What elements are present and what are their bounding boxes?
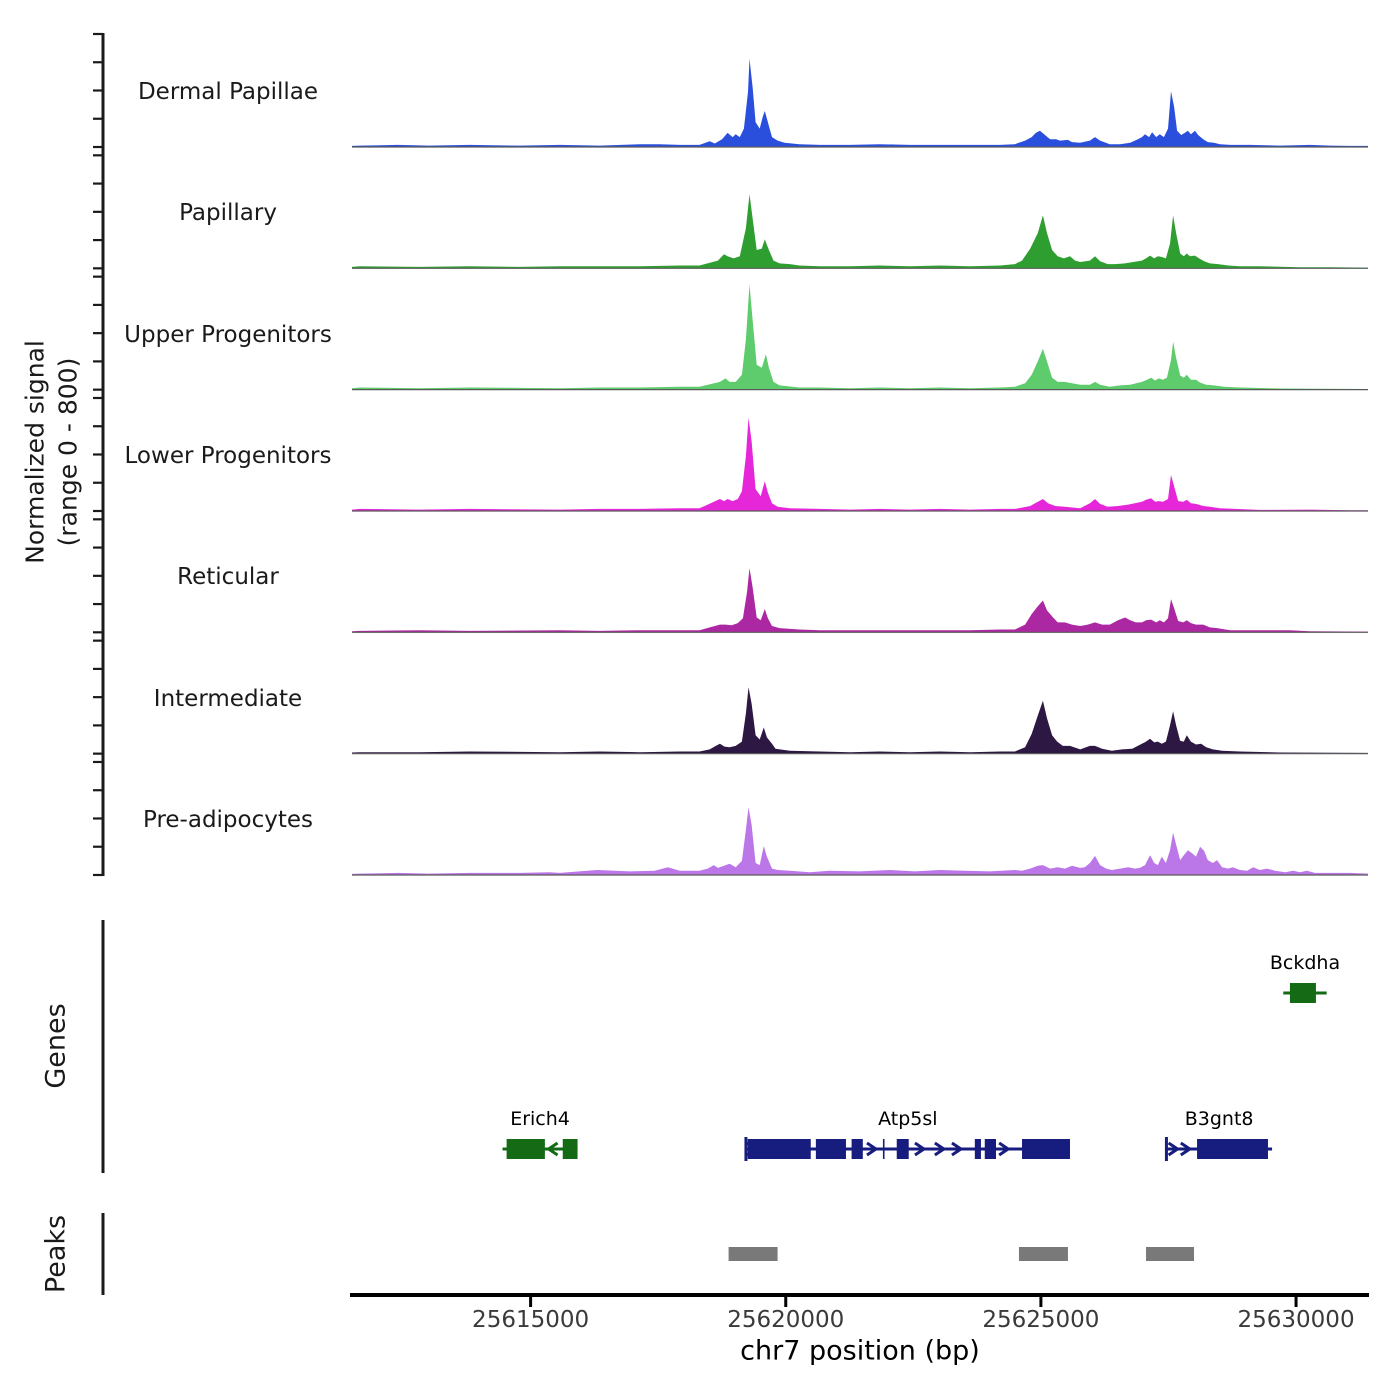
x-axis-tick-label-25625000: 25625000 bbox=[982, 1307, 1100, 1333]
signal-track-reticular bbox=[93, 519, 1368, 632]
gene-exon bbox=[1290, 983, 1316, 1003]
gene-exon bbox=[897, 1139, 909, 1159]
signal-area bbox=[352, 59, 1368, 147]
y-axis-title-line2: (range 0 - 800) bbox=[53, 357, 82, 547]
track-label-intermediate: Intermediate bbox=[153, 685, 303, 712]
gene-exon bbox=[1022, 1139, 1070, 1159]
gene-b3gnt8 bbox=[1165, 1137, 1272, 1161]
signal-area bbox=[352, 284, 1368, 389]
gene-label-erich4: Erich4 bbox=[510, 1108, 570, 1130]
x-axis-tick-label-25620000: 25620000 bbox=[727, 1307, 845, 1333]
gene-bckdha bbox=[1283, 983, 1326, 1003]
gene-exon bbox=[563, 1139, 578, 1159]
gene-exon bbox=[507, 1139, 545, 1159]
x-axis-tick-label-25630000: 25630000 bbox=[1237, 1307, 1355, 1333]
track-label-upper-progenitors: Upper Progenitors bbox=[124, 321, 332, 348]
gene-atp5sl bbox=[744, 1137, 1070, 1161]
signal-area bbox=[352, 194, 1368, 268]
gene-label-b3gnt8: B3gnt8 bbox=[1184, 1108, 1254, 1130]
gene-exon bbox=[816, 1139, 846, 1159]
track-label-lower-progenitors: Lower Progenitors bbox=[124, 442, 332, 469]
track-label-dermal-papillae: Dermal Papillae bbox=[137, 79, 319, 105]
x-axis-title: chr7 position (bp) bbox=[740, 1335, 980, 1367]
x-axis-tick-label-25615000: 25615000 bbox=[472, 1307, 590, 1333]
gene-label-atp5sl: Atp5sl bbox=[878, 1108, 938, 1130]
track-label-pre-adipocytes: Pre-adipocytes bbox=[142, 806, 314, 833]
transcription-start-tick bbox=[744, 1137, 747, 1161]
y-axis-title bbox=[20, 340, 85, 564]
signal-area bbox=[352, 568, 1368, 632]
peaks-section-label: Peaks bbox=[40, 1214, 72, 1294]
gene-exon bbox=[852, 1139, 863, 1159]
signal-area bbox=[352, 418, 1368, 511]
y-axis-title-line1: Normalized signal bbox=[20, 340, 50, 564]
gene-exon bbox=[1197, 1139, 1268, 1159]
peak-region bbox=[1019, 1247, 1068, 1261]
signal-track-papillary bbox=[93, 155, 1368, 268]
peak-region bbox=[1146, 1247, 1194, 1261]
genes-section-label: Genes bbox=[40, 1003, 72, 1089]
gene-exon bbox=[985, 1139, 996, 1159]
track-label-papillary: Papillary bbox=[179, 200, 277, 227]
signal-area bbox=[352, 687, 1368, 753]
gene-thin-exon bbox=[883, 1139, 885, 1159]
gene-label-bckdha: Bckdha bbox=[1269, 952, 1341, 974]
track-label-reticular: Reticular bbox=[177, 564, 279, 591]
gene-exon bbox=[975, 1139, 981, 1159]
peak-region bbox=[729, 1247, 778, 1261]
transcription-start-tick bbox=[1165, 1137, 1168, 1161]
gene-erich4 bbox=[503, 1139, 578, 1159]
signal-area bbox=[352, 807, 1368, 875]
